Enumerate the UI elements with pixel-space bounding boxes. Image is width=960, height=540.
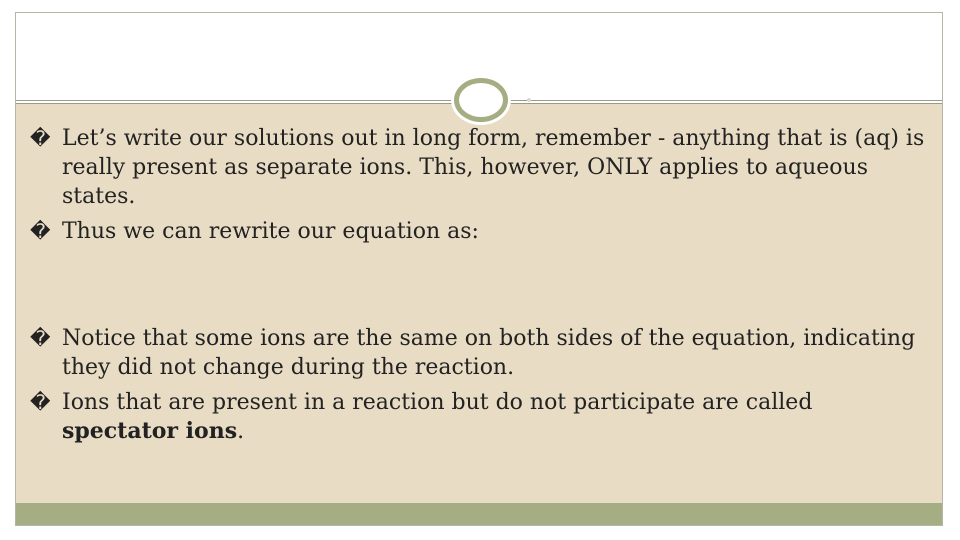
bullet-marker-icon: � bbox=[30, 326, 51, 350]
bullet-text-after: . bbox=[237, 419, 245, 444]
decorative-circle-icon bbox=[454, 78, 508, 122]
bullet-item bbox=[30, 217, 930, 246]
bullet-text: Thus we can rewrite our equation as: bbox=[62, 219, 479, 244]
bullet-bold-term: spectator ions bbox=[62, 418, 238, 444]
bullet-item bbox=[30, 324, 930, 382]
bullet-marker-icon: � bbox=[30, 390, 51, 414]
footer-bar bbox=[16, 503, 942, 525]
bullet-marker-icon: � bbox=[30, 219, 51, 243]
bullet-item bbox=[30, 124, 930, 211]
decorative-dot-icon bbox=[527, 98, 531, 102]
bullet-text: Let’s write our solutions out in long form, remember - anything that is (aq) is really present as separate ions. This, however, ONLY applies to aqueous states. bbox=[62, 126, 925, 209]
bullet-text: Notice that some ions are the same on both sides of the equation, indicating they did not change during the reaction. bbox=[62, 326, 916, 380]
bullet-item bbox=[30, 388, 930, 446]
bullet-list bbox=[30, 124, 930, 446]
bullet-text-before: Ions that are present in a reaction but do not participate are called bbox=[62, 390, 813, 415]
bullet-marker-icon: � bbox=[30, 126, 51, 150]
